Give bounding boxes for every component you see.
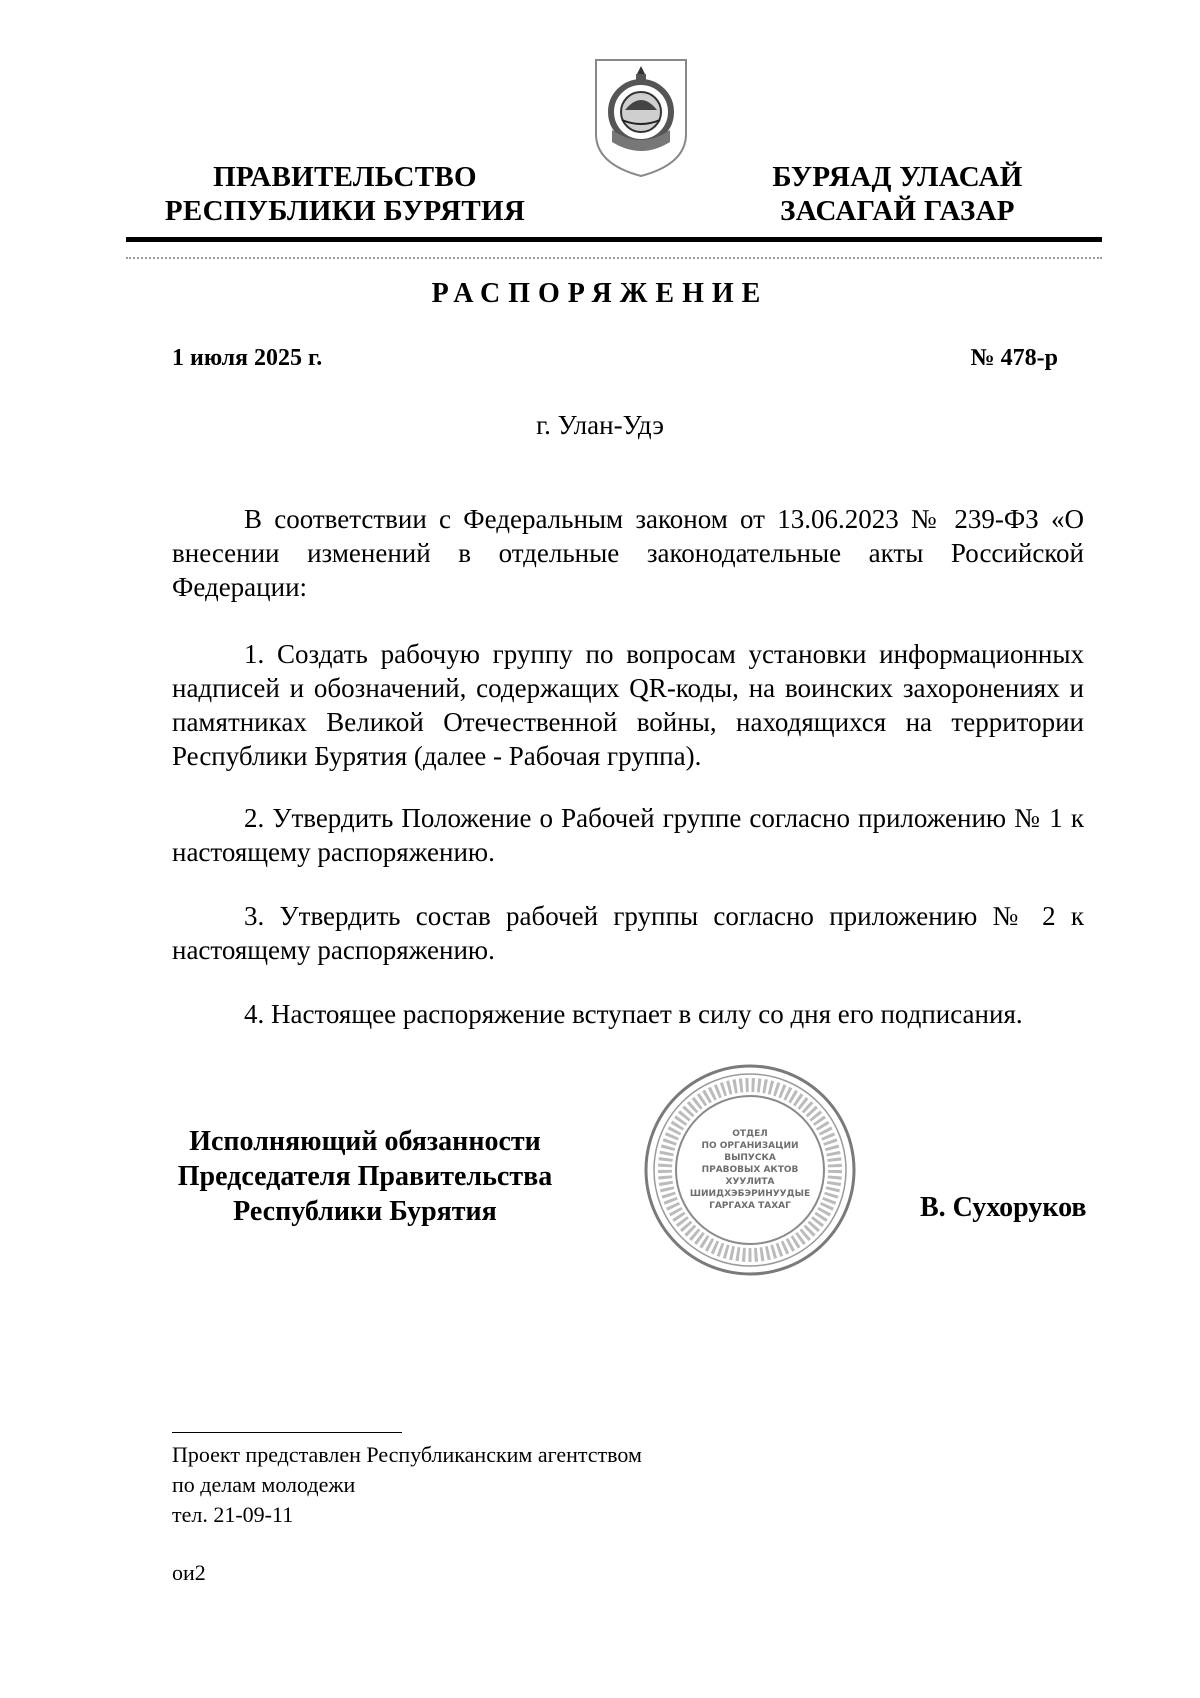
signatory-title-line2: Председателя Правительства [177,1161,553,1192]
document-code: ои2 [172,1560,206,1585]
header-divider-thick [126,237,1102,242]
footnote-divider [172,1432,402,1433]
footnote [172,1440,642,1530]
signatory-name: В. Сухоруков [920,1192,1087,1223]
svg-text:ШИИДХЭБЭРИНУУДЫЕ: ШИИДХЭБЭРИНУУДЫЕ [689,1189,811,1199]
signatory-title [165,1124,565,1229]
signatory-title-line1: Исполняющий обязанности [189,1126,541,1157]
body-paragraph-4: 4. Настоящее распоряжение вступает в силу со дня его подписания. [244,999,1023,1029]
svg-text:ХУУЛИТА: ХУУЛИТА [725,1177,775,1187]
government-name-buryat-line2: ЗАСАГАЙ ГАЗАР [780,195,1015,227]
government-name-line2: РЕСПУБЛИКИ БУРЯТИЯ [164,195,526,227]
government-name-buryat [760,160,1035,228]
svg-text:ГАРГАХА ТАХАГ: ГАРГАХА ТАХАГ [709,1201,791,1211]
body-paragraph-preamble: В соответствии с Федеральным законом от 13.06.2023 № 239-ФЗ «О внесении изменений в отдельные законодательные акты Российской Федерации: [172,504,1084,602]
government-name-buryat-line1: БУРЯАД УЛАСАЙ [772,161,1023,193]
document-number: № 478-р [970,345,1058,371]
svg-text:ВЫПУСКА: ВЫПУСКА [724,1153,776,1163]
government-name-line1: ПРАВИТЕЛЬСТВО [213,161,477,193]
document-city: г. Улан-Удэ [536,410,664,440]
document-title: РАСПОРЯЖЕНИЕ [431,278,769,309]
government-name-russian [160,160,530,228]
header-divider-thin [126,257,1102,259]
body-paragraph-1: 1. Создать рабочую группу по вопросам установки информационных надписей и обозначений, содержащих QR-коды, на воинских захоронениях и памятниках Великой Отечественной войны, находящихся на территории Республики Бурятия (далее - Рабочая группа). [172,639,1084,771]
coat-of-arms-icon [592,56,690,180]
body-paragraph-3: 3. Утвердить состав рабочей группы согласно приложению № 2 к настоящему распоряжению. [172,901,1084,965]
official-seal-icon [640,1060,860,1280]
signatory-title-line3: Республики Бурятия [233,1196,497,1227]
footnote-phone: тел. 21-09-11 [172,1502,294,1527]
svg-text:ПО ОРГАНИЗАЦИИ: ПО ОРГАНИЗАЦИИ [701,1141,799,1151]
body-paragraph-2: 2. Утвердить Положение о Рабочей группе согласно приложению № 1 к настоящему распоряжению. [172,803,1084,867]
svg-text:ПРАВОВЫХ АКТОВ: ПРАВОВЫХ АКТОВ [701,1165,799,1175]
document-date: 1 июля 2025 г. [172,345,323,371]
footnote-line1: Проект представлен Республиканским агентством [172,1442,642,1467]
svg-text:ОТДЕЛ: ОТДЕЛ [732,1129,768,1139]
footnote-line2: по делам молодежи [172,1472,356,1497]
